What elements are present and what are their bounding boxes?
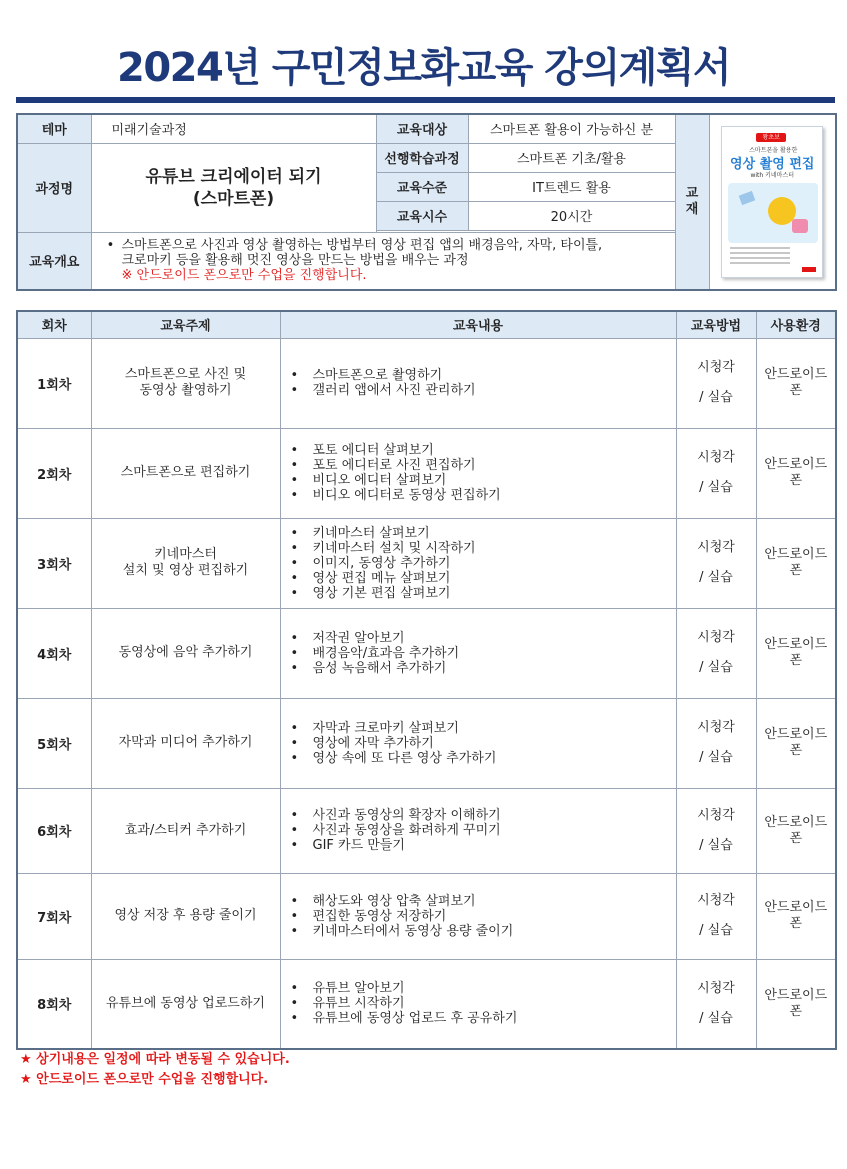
session-row <box>17 698 836 788</box>
overview-content <box>91 232 675 290</box>
env-line2: 폰 <box>789 383 803 398</box>
course-label: 과정명 <box>17 143 91 232</box>
content-item-text: 유튜브 시작하기 <box>312 996 405 1012</box>
content-item <box>291 631 676 646</box>
content-item <box>291 924 676 939</box>
method-line1: 시청각 <box>697 807 735 823</box>
session-method <box>676 518 756 608</box>
session-number: 5회차 <box>17 698 91 788</box>
bullet-icon: • <box>290 555 299 571</box>
bullet-icon: • <box>290 383 299 398</box>
book-label-char-1: 교 <box>685 186 699 201</box>
content-item <box>291 383 676 398</box>
header-env: 사용환경 <box>756 311 836 338</box>
content-item-text: 이미지, 동영상 추가하기 <box>312 555 451 571</box>
session-topic-line1: 유튜브에 동영상 업로드하기 <box>106 995 265 1011</box>
session-content <box>280 788 676 873</box>
book-cell <box>709 114 836 290</box>
bullet-icon: • <box>290 458 299 473</box>
session-topic <box>91 518 280 608</box>
session-number: 4회차 <box>17 608 91 698</box>
content-item-text: 키네마스터에서 동영상 용량 줄이기 <box>312 923 514 939</box>
session-topic-line1: 키네마스터 <box>154 547 217 562</box>
content-item-text: 배경음악/효과음 추가하기 <box>312 645 460 661</box>
book-subtitle: 스마트폰을 활용한 <box>749 147 798 154</box>
session-method <box>676 698 756 788</box>
bullet-icon: • <box>290 488 299 503</box>
content-item <box>291 488 676 503</box>
course-name <box>91 143 376 232</box>
content-item <box>291 541 676 556</box>
env-line2: 폰 <box>789 563 803 578</box>
session-env <box>756 518 836 608</box>
session-content <box>280 608 676 698</box>
content-item-text: 사진과 동영상을 화려하게 꾸미기 <box>312 823 501 838</box>
bullet-icon: • <box>290 525 299 541</box>
content-item <box>291 526 676 541</box>
prereq-value: 스마트폰 기초/활용 <box>468 143 675 172</box>
session-topic-line2: 동영상 촬영하기 <box>139 383 232 398</box>
course-name-line2: (스마트폰) <box>192 188 275 209</box>
method-line1: 시청각 <box>697 630 735 645</box>
env-line2: 폰 <box>789 916 803 931</box>
session-method <box>676 873 756 959</box>
session-content <box>280 873 676 959</box>
sticker-icon <box>792 219 808 233</box>
session-topic <box>91 428 280 518</box>
content-item-text: 유튜브에 동영상 업로드 후 공유하기 <box>312 1011 518 1027</box>
bullet-icon: • <box>290 1011 299 1027</box>
book-text-lines <box>730 247 790 249</box>
content-item-text: 자막과 크로마키 살펴보기 <box>312 720 459 736</box>
footnote-android-only: ★ 안드로이드 폰으로만 수업을 진행합니다. <box>20 1072 269 1087</box>
content-item-text: 키네마스터 설치 및 시작하기 <box>312 540 476 556</box>
content-item-text: 음성 녹음해서 추가하기 <box>312 660 447 676</box>
env-line2: 폰 <box>789 830 803 846</box>
book-with-text: with 키네마스터 <box>750 172 795 179</box>
session-row <box>17 608 836 698</box>
content-item <box>291 368 676 383</box>
session-env <box>756 788 836 873</box>
book-label-char-2: 재 <box>685 202 699 217</box>
content-item-text: 비디오 에디터로 동영상 편집하기 <box>312 488 501 503</box>
session-content <box>280 518 676 608</box>
session-row <box>17 873 836 959</box>
session-topic-line1: 자막과 미디어 추가하기 <box>118 735 253 750</box>
header-session: 회차 <box>17 311 91 338</box>
schedule-table <box>16 310 837 1050</box>
content-item-text: 저작권 알아보기 <box>312 630 405 646</box>
session-number: 6회차 <box>17 788 91 873</box>
session-number: 2회차 <box>17 428 91 518</box>
method-line2: / 실습 <box>699 837 733 853</box>
method-line1: 시청각 <box>697 360 735 375</box>
content-item <box>291 736 676 751</box>
content-item <box>291 721 676 736</box>
session-topic-line1: 스마트폰으로 편집하기 <box>120 465 251 480</box>
method-line2: / 실습 <box>699 390 733 405</box>
method-line2: / 실습 <box>699 480 733 495</box>
session-row <box>17 959 836 1049</box>
content-item <box>291 571 676 586</box>
env-line1: 안드로이드 <box>764 900 828 915</box>
method-line2: / 실습 <box>699 660 733 675</box>
content-item-text: 비디오 에디터 살펴보기 <box>312 473 447 488</box>
method-line1: 시청각 <box>697 893 735 908</box>
session-row <box>17 788 836 873</box>
session-method <box>676 959 756 1049</box>
overview-text-line2: 크로마키 등을 활용해 멋진 영상을 만드는 방법을 배우는 과정 <box>121 253 469 269</box>
env-line2: 폰 <box>789 653 803 668</box>
level-value: IT트렌드 활용 <box>468 172 675 201</box>
bullet-icon: • <box>290 981 299 997</box>
session-topic <box>91 338 280 428</box>
content-item <box>291 823 676 838</box>
bullet-icon: • <box>290 893 299 909</box>
session-method <box>676 608 756 698</box>
session-topic <box>91 608 280 698</box>
content-item-text: 유튜브 알아보기 <box>312 981 405 997</box>
publisher-logo <box>802 267 816 272</box>
bullet-icon: • <box>290 923 299 939</box>
session-env <box>756 873 836 959</box>
content-item-text: 스마트폰으로 촬영하기 <box>312 368 443 383</box>
content-item-text: 영상 편집 메뉴 살펴보기 <box>312 570 451 586</box>
env-line2: 폰 <box>789 473 803 488</box>
content-item-text: 키네마스터 살펴보기 <box>312 525 430 541</box>
header-content: 교육내용 <box>280 311 676 338</box>
book-cover-image <box>721 126 823 278</box>
session-row <box>17 518 836 608</box>
content-item-text: 영상 기본 편집 살펴보기 <box>312 585 451 601</box>
title-underline <box>16 97 835 103</box>
env-line1: 안드로이드 <box>764 814 828 830</box>
book-main-title: 영상 촬영 편집 <box>730 157 815 172</box>
session-topic-line1: 효과/스티커 추가하기 <box>124 822 247 838</box>
content-item-text: GIF 카드 만들기 <box>312 838 405 853</box>
method-line2: / 실습 <box>699 570 733 585</box>
session-topic <box>91 698 280 788</box>
bullet-icon: • <box>290 823 299 838</box>
header-method: 교육방법 <box>676 311 756 338</box>
method-line1: 시청각 <box>697 720 735 735</box>
bullet-icon: • <box>290 630 299 646</box>
bullet-icon: • <box>290 645 299 661</box>
bullet-icon: • <box>290 540 299 556</box>
content-item <box>291 838 676 853</box>
target-value: 스마트폰 활용이 가능하신 분 <box>468 114 675 143</box>
content-item-text: 영상에 자막 추가하기 <box>312 735 434 751</box>
bullet-icon: • <box>290 473 299 488</box>
session-env <box>756 608 836 698</box>
method-line1: 시청각 <box>697 540 735 555</box>
bullet-icon: • <box>290 908 299 924</box>
session-number: 7회차 <box>17 873 91 959</box>
session-number: 1회차 <box>17 338 91 428</box>
content-item-text: 포토 에디터로 사진 편집하기 <box>312 458 476 473</box>
bullet-icon: • <box>290 720 299 736</box>
content-item <box>291 586 676 601</box>
book-label <box>675 114 709 290</box>
content-item-text: 편집한 동영상 저장하기 <box>312 908 447 924</box>
env-line1: 안드로이드 <box>764 457 828 472</box>
content-item-text: 사진과 동영상의 확장자 이해하기 <box>312 808 501 823</box>
content-item <box>291 981 676 996</box>
session-content <box>280 338 676 428</box>
header-topic: 교육주제 <box>91 311 280 338</box>
session-method <box>676 338 756 428</box>
session-content <box>280 959 676 1049</box>
bullet-icon: • <box>290 735 299 751</box>
env-line2: 폰 <box>789 1003 803 1019</box>
session-row <box>17 338 836 428</box>
session-topic-line2: 설치 및 영상 편집하기 <box>122 563 249 578</box>
content-item <box>291 556 676 571</box>
session-method <box>676 788 756 873</box>
env-line2: 폰 <box>789 743 803 758</box>
bullet-icon: • <box>290 443 299 458</box>
session-env <box>756 698 836 788</box>
session-number: 8회차 <box>17 959 91 1049</box>
method-line1: 시청각 <box>697 980 735 996</box>
bullet-icon: • <box>290 808 299 823</box>
content-item <box>291 661 676 676</box>
book-badge: 왕초보 <box>756 133 786 142</box>
overview-label: 교육개요 <box>17 232 91 290</box>
bullet-icon: • <box>290 570 299 586</box>
session-topic <box>91 959 280 1049</box>
content-item <box>291 473 676 488</box>
session-content <box>280 428 676 518</box>
env-line1: 안드로이드 <box>764 987 828 1003</box>
session-env <box>756 338 836 428</box>
page-title: 2024년 구민정보화교육 강의계획서 <box>117 45 730 91</box>
content-item <box>291 894 676 909</box>
overview-bullet: • <box>106 238 115 254</box>
env-line1: 안드로이드 <box>764 547 828 562</box>
theme-label: 테마 <box>17 114 91 143</box>
session-content <box>280 698 676 788</box>
overview-text-line1: 스마트폰으로 사진과 영상 촬영하는 방법부터 영상 편집 앱의 배경음악, 자막, 타이틀, <box>121 238 603 254</box>
bullet-icon: • <box>290 368 299 383</box>
target-label: 교육대상 <box>376 114 468 143</box>
session-topic-line1: 영상 저장 후 용량 줄이기 <box>114 908 257 923</box>
session-topic-line1: 동영상에 음악 추가하기 <box>118 645 253 660</box>
content-item-text: 해상도와 영상 압축 살펴보기 <box>312 893 476 909</box>
method-line2: / 실습 <box>699 923 733 938</box>
content-item <box>291 458 676 473</box>
content-item-text: 갤러리 앱에서 사진 관리하기 <box>312 383 476 398</box>
content-item <box>291 646 676 661</box>
method-line2: / 실습 <box>699 750 733 765</box>
footnotes <box>20 1050 290 1090</box>
bullet-icon: • <box>290 838 299 853</box>
session-topic <box>91 873 280 959</box>
bullet-icon: • <box>290 750 299 766</box>
content-item <box>291 1011 676 1026</box>
content-item <box>291 443 676 458</box>
level-label: 교육수준 <box>376 172 468 201</box>
bullet-icon: • <box>290 585 299 601</box>
env-line1: 안드로이드 <box>764 367 828 382</box>
session-topic <box>91 788 280 873</box>
hours-label: 교육시수 <box>376 201 468 230</box>
content-item <box>291 808 676 823</box>
content-item <box>291 996 676 1011</box>
bullet-icon: • <box>290 996 299 1012</box>
env-line1: 안드로이드 <box>764 637 828 652</box>
session-env <box>756 428 836 518</box>
bullet-icon: • <box>290 660 299 676</box>
session-env <box>756 959 836 1049</box>
method-line2: / 실습 <box>699 1010 733 1026</box>
course-name-line1: 유튜브 크리에이터 되기 <box>145 166 322 187</box>
session-number: 3회차 <box>17 518 91 608</box>
env-line1: 안드로이드 <box>764 727 828 742</box>
theme-value: 미래기술과정 <box>91 114 376 143</box>
footnote-schedule-change: ★ 상기내용은 일정에 따라 변동될 수 있습니다. <box>20 1052 290 1067</box>
prereq-label: 선행학습과정 <box>376 143 468 172</box>
content-item <box>291 751 676 766</box>
overview-note: ※ 안드로이드 폰으로만 수업을 진행합니다. <box>121 268 367 284</box>
course-info-table <box>16 113 837 291</box>
method-line1: 시청각 <box>697 450 735 465</box>
session-topic-line1: 스마트폰으로 사진 및 <box>124 367 247 382</box>
session-method <box>676 428 756 518</box>
content-item <box>291 909 676 924</box>
content-item-text: 포토 에디터 살펴보기 <box>312 443 434 458</box>
hours-value: 20시간 <box>468 201 675 230</box>
content-item-text: 영상 속에 또 다른 영상 추가하기 <box>312 750 497 766</box>
session-row <box>17 428 836 518</box>
